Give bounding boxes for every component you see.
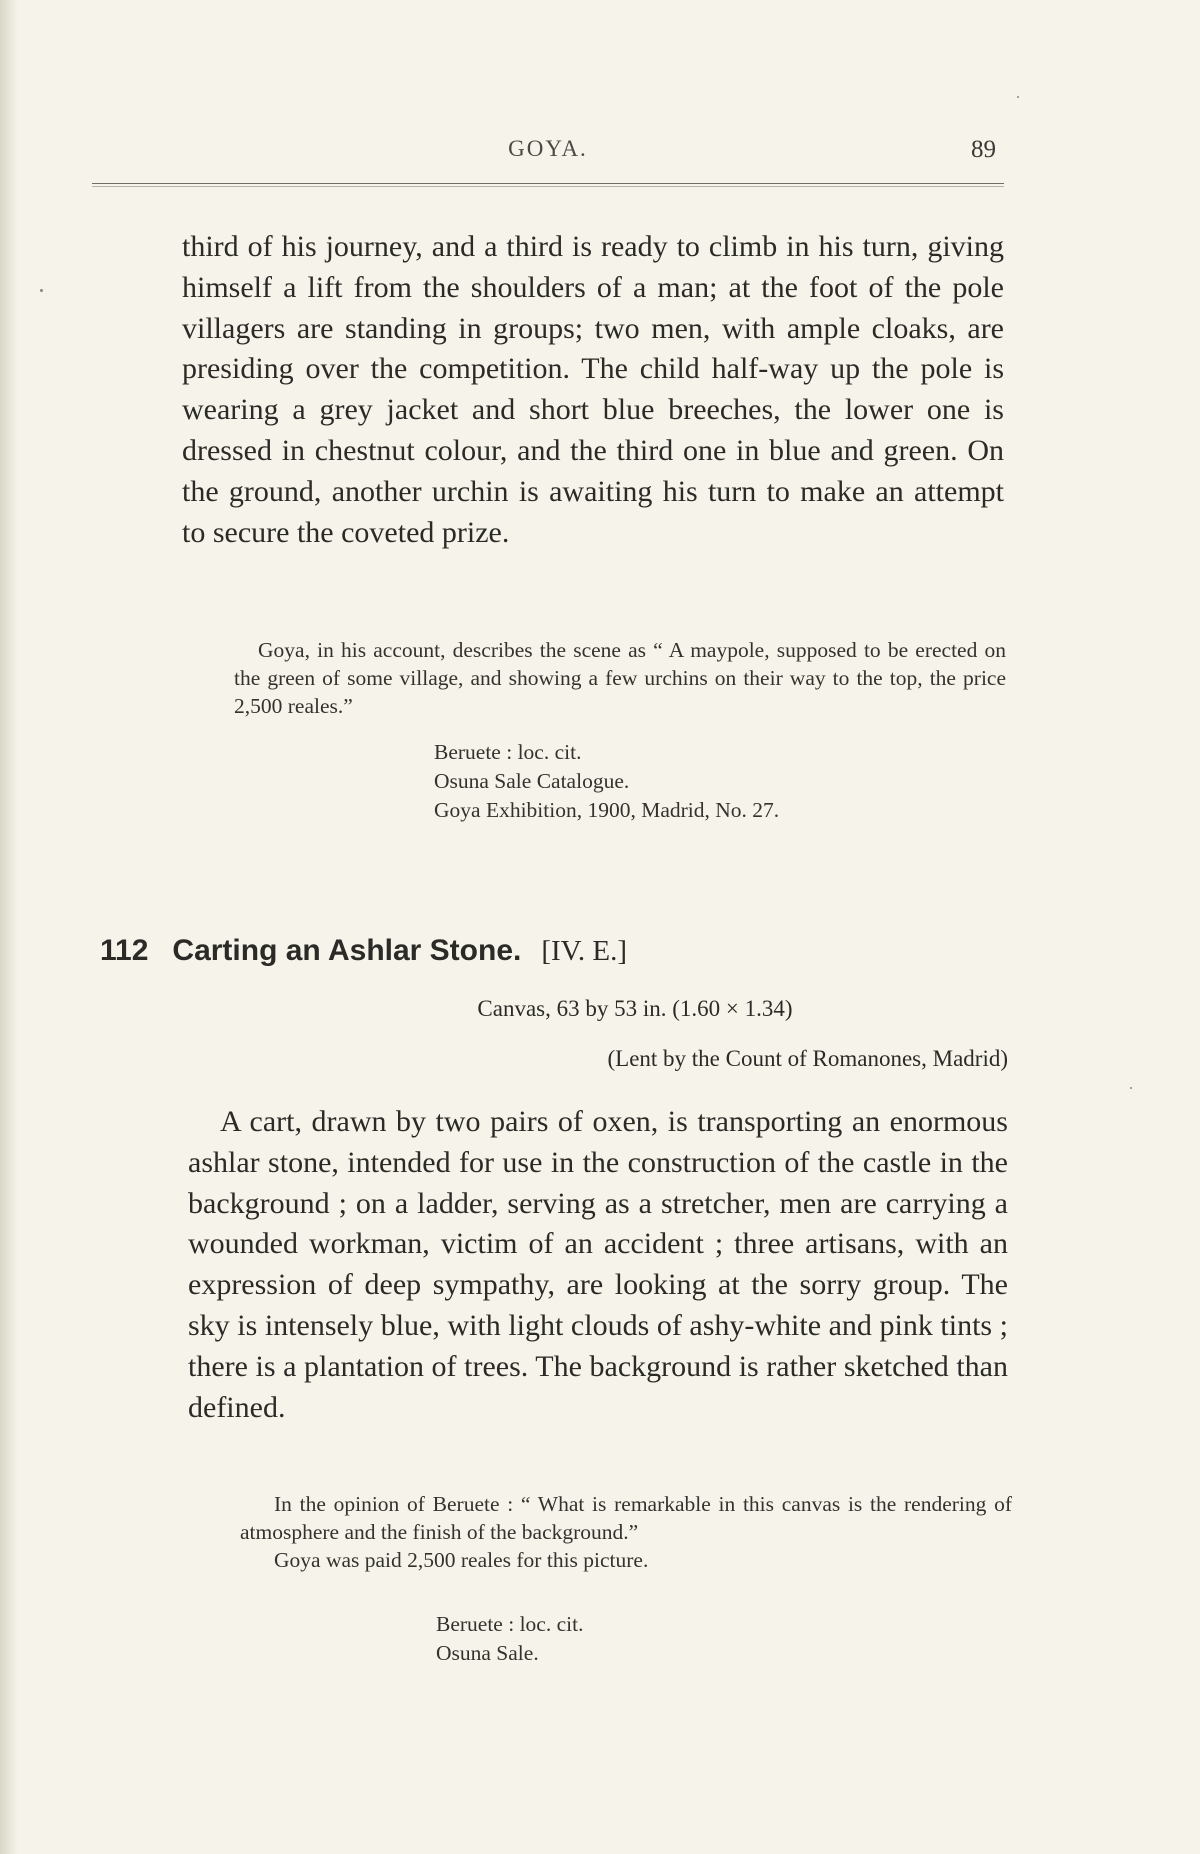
entry-lender: (Lent by the Count of Romanones, Madrid) [607,1046,1008,1071]
entry-number: 112 [100,934,149,967]
reference-line: Goya Exhibition, 1900, Madrid, No. 27. [434,798,780,822]
catalogue-note-1: Goya, in his account, describes the scene as “ A maypole, supposed to be erected on the green of some village, and showing a few urchins on their way to the top, the price 2,500 reales.” [234,638,1006,718]
page-edge [0,0,18,1854]
header-rule [92,183,1004,187]
reference-line: Osuna Sale. [436,1641,539,1665]
continued-paragraph: third of his journey, and a third is ready to climb in his turn, giving himself a lift from the shoulders of a man; at the foot of the pole villagers are standing in groups; two men, with ample cloaks, are presiding over the competition. The child half-way up the pole is wearing a grey jacket and short blue breeches, the lower one is dressed in chestnut colour, and the third one in blue and green. On the ground, another urchin is awaiting his turn to make an attempt to secure the coveted prize. [182,230,1004,549]
note-line: Goya was paid 2,500 reales for this picture. [274,1548,649,1572]
paper-speck [1130,1087,1132,1089]
references-1 [434,738,779,825]
entry-description: A cart, drawn by two pairs of oxen, is transporting an enormous ashlar stone, intended for use in the construction of the castle in the background ; on a ladder, serving as a stretcher, men are carrying a wounded workman, victim of an accident ; three artisans, with an expression of deep sympathy, are looking at the sorry group. The sky is intensely blue, with light clouds of ashy-white and pink tints ; there is a plantation of trees. The background is rather sketched than defined. [188,1105,1008,1424]
paper-speck [1017,96,1019,98]
paper-speck [40,289,43,292]
note-line: In the opinion of Beruete : “ What is remarkable in this canvas is the rendering of atmosphere and the finish of the background.” [240,1492,1012,1544]
page-header [92,136,1004,176]
reference-line: Osuna Sale Catalogue. [434,769,630,793]
entry-heading [100,934,627,978]
reference-line: Beruete : loc. cit. [434,740,582,764]
references-2 [436,1610,583,1668]
entry-title: Carting an Ashlar Stone. [172,934,522,967]
entry-medium: Canvas, 63 by 53 in. (1.60 × 1.34) [477,996,793,1021]
entry-classification: [IV. E.] [541,935,627,967]
catalogue-note-2 [240,1490,1012,1574]
reference-line: Beruete : loc. cit. [436,1612,584,1636]
page-number: 89 [971,136,996,163]
running-head: GOYA. [508,136,588,161]
